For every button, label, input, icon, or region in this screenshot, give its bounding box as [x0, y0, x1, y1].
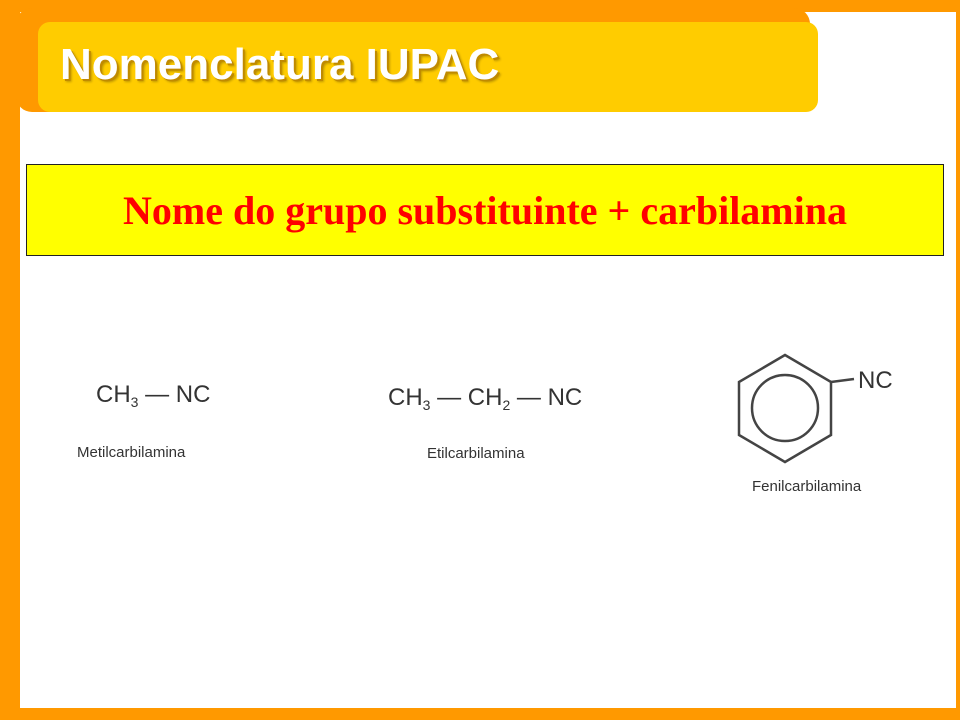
- formula-text: — CH: [430, 384, 503, 411]
- frame-bottom-border: [0, 708, 960, 720]
- formula-subscript: 3: [422, 397, 431, 413]
- formula-metilcarbilamina: [96, 381, 210, 410]
- bond-line: [831, 379, 854, 382]
- formula-subscript: 3: [130, 394, 139, 410]
- formula-nc-group: NC: [858, 367, 893, 394]
- formula-text: CH: [388, 384, 423, 411]
- compound-name-fenilcarbilamina: Fenilcarbilamina: [752, 478, 862, 495]
- slide-title: Nomenclatura IUPAC: [60, 40, 500, 89]
- frame-right-border: [956, 0, 960, 720]
- compound-name-metilcarbilamina: Metilcarbilamina: [77, 444, 186, 461]
- formula-text: — NC: [510, 384, 583, 411]
- formula-subscript: 2: [502, 397, 511, 413]
- benzene-aromatic-circle: [752, 375, 818, 441]
- formula-text: CH: [96, 381, 131, 408]
- formula-text: — NC: [138, 381, 211, 408]
- compound-name-etilcarbilamina: Etilcarbilamina: [427, 445, 525, 462]
- naming-rule-text: Nome do grupo substituinte + carbilamina: [123, 187, 847, 233]
- benzene-ring-structure: [730, 345, 910, 475]
- naming-rule-box: [26, 164, 944, 256]
- formula-etilcarbilamina: [388, 384, 582, 413]
